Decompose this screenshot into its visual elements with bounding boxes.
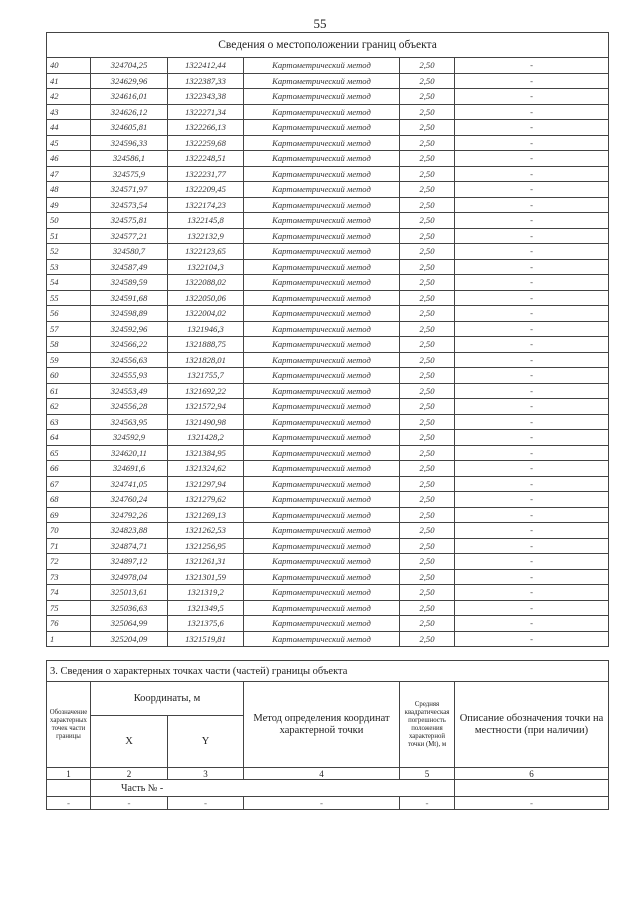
- cell-method: Картометрический метод: [244, 507, 400, 523]
- cell-coord-x: 324580,7: [91, 244, 168, 260]
- cell-accuracy: 2,50: [400, 476, 455, 492]
- col-y-header: Y: [168, 716, 244, 768]
- cell-method: Картометрический метод: [244, 631, 400, 647]
- cell-coord-y: 1322271,34: [168, 104, 244, 120]
- col-coords-header: Координаты, м: [91, 682, 244, 716]
- cell-method: Картометрический метод: [244, 228, 400, 244]
- table-row: [47, 414, 609, 430]
- cell-point-number: 59: [47, 352, 91, 368]
- table-title: Сведения о местоположении границ объекта: [47, 33, 609, 58]
- cell-description: -: [455, 430, 609, 446]
- cell-point-number: 74: [47, 585, 91, 601]
- cell-point-number: 42: [47, 89, 91, 105]
- table-row: [47, 461, 609, 477]
- cell-coord-x: 324586,1: [91, 151, 168, 167]
- table-row: [47, 275, 609, 291]
- cell-description: -: [455, 445, 609, 461]
- cell-coord-x: 324741,05: [91, 476, 168, 492]
- cell-coord-x: 324626,12: [91, 104, 168, 120]
- table-row: [47, 368, 609, 384]
- cell-point-number: 72: [47, 554, 91, 570]
- cell-accuracy: 2,50: [400, 352, 455, 368]
- cell-coord-y: 1321297,94: [168, 476, 244, 492]
- dash-cell: -: [168, 797, 244, 810]
- cell-method: Картометрический метод: [244, 538, 400, 554]
- cell-method: Картометрический метод: [244, 244, 400, 260]
- cell-method: Картометрический метод: [244, 89, 400, 105]
- cell-description: -: [455, 73, 609, 89]
- cell-description: -: [455, 228, 609, 244]
- cell-point-number: 63: [47, 414, 91, 430]
- cell-method: Картометрический метод: [244, 523, 400, 539]
- table-row: [47, 383, 609, 399]
- cell-description: -: [455, 89, 609, 105]
- cell-point-number: 41: [47, 73, 91, 89]
- cell-coord-x: 324587,49: [91, 259, 168, 275]
- table-row: [47, 290, 609, 306]
- cell-description: -: [455, 492, 609, 508]
- table-row: [47, 585, 609, 601]
- table-row: [47, 120, 609, 136]
- cell-coord-x: 324553,49: [91, 383, 168, 399]
- cell-point-number: 76: [47, 616, 91, 632]
- cell-method: Картометрический метод: [244, 321, 400, 337]
- cell-description: -: [455, 213, 609, 229]
- cell-accuracy: 2,50: [400, 399, 455, 415]
- dash-cell: -: [400, 797, 455, 810]
- table-row: [47, 476, 609, 492]
- dash-cell: -: [91, 797, 168, 810]
- cell-coord-y: 1321692,22: [168, 383, 244, 399]
- cell-accuracy: 2,50: [400, 616, 455, 632]
- cell-point-number: 54: [47, 275, 91, 291]
- cell-description: -: [455, 182, 609, 198]
- cell-accuracy: 2,50: [400, 538, 455, 554]
- cell-accuracy: 2,50: [400, 445, 455, 461]
- col-point-header: Обозначение характерных точек части границы: [47, 682, 91, 768]
- table-row: [47, 616, 609, 632]
- cell-description: -: [455, 383, 609, 399]
- cell-accuracy: 2,50: [400, 321, 455, 337]
- cell-accuracy: 2,50: [400, 151, 455, 167]
- cell-coord-x: 324616,01: [91, 89, 168, 105]
- cell-coord-x: 324555,93: [91, 368, 168, 384]
- cell-coord-y: 1321324,62: [168, 461, 244, 477]
- cell-description: -: [455, 523, 609, 539]
- cell-description: -: [455, 306, 609, 322]
- part-label: Часть № -: [91, 780, 455, 797]
- cell-description: -: [455, 337, 609, 353]
- cell-accuracy: 2,50: [400, 259, 455, 275]
- table-row: [47, 151, 609, 167]
- cell-coord-x: 324571,97: [91, 182, 168, 198]
- cell-point-number: 66: [47, 461, 91, 477]
- cell-point-number: 40: [47, 58, 91, 74]
- col-desc-header: Описание обозначения точки на местности (при наличии): [455, 682, 609, 768]
- cell-point-number: 47: [47, 166, 91, 182]
- cell-method: Картометрический метод: [244, 135, 400, 151]
- cell-coord-x: 324575,9: [91, 166, 168, 182]
- cell-coord-x: 324691,6: [91, 461, 168, 477]
- cell-method: Картометрический метод: [244, 166, 400, 182]
- cell-point-number: 75: [47, 600, 91, 616]
- cell-method: Картометрический метод: [244, 430, 400, 446]
- cell-coord-y: 1321572,94: [168, 399, 244, 415]
- cell-coord-x: 324704,25: [91, 58, 168, 74]
- cell-coord-y: 1322145,8: [168, 213, 244, 229]
- cell-method: Картометрический метод: [244, 290, 400, 306]
- cell-accuracy: 2,50: [400, 275, 455, 291]
- cell-coord-y: 1322412,44: [168, 58, 244, 74]
- boundary-coordinates-table: [46, 32, 609, 647]
- cell-method: Картометрический метод: [244, 73, 400, 89]
- table-row: [47, 228, 609, 244]
- cell-coord-x: 324591,68: [91, 290, 168, 306]
- cell-point-number: 57: [47, 321, 91, 337]
- cell-method: Картометрический метод: [244, 616, 400, 632]
- table-row: [47, 507, 609, 523]
- cell-accuracy: 2,50: [400, 197, 455, 213]
- cell-accuracy: 2,50: [400, 554, 455, 570]
- cell-coord-x: 324629,96: [91, 73, 168, 89]
- table-row: [47, 182, 609, 198]
- cell-description: -: [455, 120, 609, 136]
- cell-coord-y: 1321279,62: [168, 492, 244, 508]
- cell-point-number: 58: [47, 337, 91, 353]
- cell-point-number: 71: [47, 538, 91, 554]
- cell-method: Картометрический метод: [244, 399, 400, 415]
- cell-point-number: 64: [47, 430, 91, 446]
- cell-coord-y: 1322088,02: [168, 275, 244, 291]
- cell-coord-y: 1322104,3: [168, 259, 244, 275]
- cell-coord-y: 1322343,38: [168, 89, 244, 105]
- cell-description: -: [455, 600, 609, 616]
- cell-coord-x: 324596,33: [91, 135, 168, 151]
- cell-coord-y: 1321519,81: [168, 631, 244, 647]
- cell-method: Картометрический метод: [244, 569, 400, 585]
- page-number: 55: [313, 16, 327, 31]
- cell-accuracy: 2,50: [400, 600, 455, 616]
- cell-point-number: 43: [47, 104, 91, 120]
- cell-method: Картометрический метод: [244, 492, 400, 508]
- cell-description: -: [455, 352, 609, 368]
- cell-method: Картометрический метод: [244, 476, 400, 492]
- cell-coord-y: 1322123,65: [168, 244, 244, 260]
- table-row: [47, 492, 609, 508]
- cell-description: -: [455, 616, 609, 632]
- cell-accuracy: 2,50: [400, 507, 455, 523]
- cell-point-number: 50: [47, 213, 91, 229]
- cell-point-number: 44: [47, 120, 91, 136]
- cell-description: -: [455, 259, 609, 275]
- cell-coord-x: 324556,63: [91, 352, 168, 368]
- cell-accuracy: 2,50: [400, 383, 455, 399]
- cell-description: -: [455, 321, 609, 337]
- cell-coord-x: 324566,22: [91, 337, 168, 353]
- cell-coord-y: 1321262,53: [168, 523, 244, 539]
- table-row: [47, 104, 609, 120]
- cell-accuracy: 2,50: [400, 58, 455, 74]
- cell-method: Картометрический метод: [244, 445, 400, 461]
- cell-description: -: [455, 569, 609, 585]
- dash-cell: -: [47, 797, 91, 810]
- cell-method: Картометрический метод: [244, 383, 400, 399]
- cell-coord-x: 324577,21: [91, 228, 168, 244]
- cell-accuracy: 2,50: [400, 569, 455, 585]
- table-row: [47, 135, 609, 151]
- cell-coord-x: 325204,09: [91, 631, 168, 647]
- cell-coord-y: 1321261,31: [168, 554, 244, 570]
- table-row: [47, 631, 609, 647]
- cell-coord-y: 1321828,01: [168, 352, 244, 368]
- cell-description: -: [455, 368, 609, 384]
- cell-description: -: [455, 166, 609, 182]
- cell-coord-y: 1321375,6: [168, 616, 244, 632]
- cell-description: -: [455, 507, 609, 523]
- cell-accuracy: 2,50: [400, 368, 455, 384]
- cell-method: Картометрический метод: [244, 58, 400, 74]
- cell-method: Картометрический метод: [244, 600, 400, 616]
- cell-description: -: [455, 275, 609, 291]
- cell-coord-x: 324823,88: [91, 523, 168, 539]
- cell-point-number: 49: [47, 197, 91, 213]
- cell-accuracy: 2,50: [400, 135, 455, 151]
- cell-coord-y: 1321256,95: [168, 538, 244, 554]
- table-row: [47, 523, 609, 539]
- table-row: [47, 337, 609, 353]
- cell-coord-x: 324598,89: [91, 306, 168, 322]
- table-row: [47, 321, 609, 337]
- cell-coord-x: 324592,9: [91, 430, 168, 446]
- cell-point-number: 70: [47, 523, 91, 539]
- cell-method: Картометрический метод: [244, 120, 400, 136]
- cell-coord-y: 1321428,2: [168, 430, 244, 446]
- cell-coord-y: 1321319,2: [168, 585, 244, 601]
- cell-coord-y: 1322248,51: [168, 151, 244, 167]
- cell-point-number: 61: [47, 383, 91, 399]
- cell-description: -: [455, 244, 609, 260]
- col-number: 1: [47, 768, 91, 780]
- cell-coord-x: 324592,96: [91, 321, 168, 337]
- cell-coord-y: 1321301,59: [168, 569, 244, 585]
- cell-coord-y: 1322132,9: [168, 228, 244, 244]
- cell-coord-x: 325036,63: [91, 600, 168, 616]
- cell-method: Картометрический метод: [244, 368, 400, 384]
- cell-point-number: 53: [47, 259, 91, 275]
- section-3-title: 3. Сведения о характерных точках части (частей) границы объекта: [47, 661, 609, 682]
- cell-description: -: [455, 554, 609, 570]
- cell-accuracy: 2,50: [400, 306, 455, 322]
- cell-coord-y: 1321269,13: [168, 507, 244, 523]
- cell-point-number: 60: [47, 368, 91, 384]
- cell-coord-x: 325064,99: [91, 616, 168, 632]
- cell-coord-x: 324563,95: [91, 414, 168, 430]
- cell-accuracy: 2,50: [400, 89, 455, 105]
- cell-method: Картометрический метод: [244, 104, 400, 120]
- cell-description: -: [455, 631, 609, 647]
- col-accuracy-header: Средняя квадратическая погрешность положения характерной точки (Mt), м: [400, 682, 455, 768]
- col-number: 2: [91, 768, 168, 780]
- cell-coord-y: 1322209,45: [168, 182, 244, 198]
- dash-cell: -: [455, 797, 609, 810]
- cell-accuracy: 2,50: [400, 120, 455, 136]
- cell-coord-x: 324575,81: [91, 213, 168, 229]
- cell-description: -: [455, 290, 609, 306]
- cell-coord-y: 1321384,95: [168, 445, 244, 461]
- cell-accuracy: 2,50: [400, 492, 455, 508]
- table-row: [47, 430, 609, 446]
- cell-description: -: [455, 585, 609, 601]
- cell-point-number: 51: [47, 228, 91, 244]
- cell-coord-y: 1321490,98: [168, 414, 244, 430]
- cell-point-number: 1: [47, 631, 91, 647]
- cell-coord-y: 1321946,3: [168, 321, 244, 337]
- cell-coord-y: 1322259,68: [168, 135, 244, 151]
- table-row: [47, 600, 609, 616]
- cell-accuracy: 2,50: [400, 290, 455, 306]
- cell-accuracy: 2,50: [400, 166, 455, 182]
- cell-accuracy: 2,50: [400, 213, 455, 229]
- cell-coord-y: 1321888,75: [168, 337, 244, 353]
- cell-method: Картометрический метод: [244, 554, 400, 570]
- table-row: [47, 259, 609, 275]
- cell-description: -: [455, 414, 609, 430]
- cell-accuracy: 2,50: [400, 414, 455, 430]
- cell-coord-x: 324589,59: [91, 275, 168, 291]
- table-row: [47, 73, 609, 89]
- cell-coord-x: 325013,61: [91, 585, 168, 601]
- cell-point-number: 52: [47, 244, 91, 260]
- cell-coord-y: 1321755,7: [168, 368, 244, 384]
- col-number: 4: [244, 768, 400, 780]
- cell-accuracy: 2,50: [400, 523, 455, 539]
- cell-point-number: 73: [47, 569, 91, 585]
- cell-method: Картометрический метод: [244, 182, 400, 198]
- cell-method: Картометрический метод: [244, 213, 400, 229]
- table-row: [47, 306, 609, 322]
- cell-coord-y: 1322004,02: [168, 306, 244, 322]
- cell-coord-x: 324760,24: [91, 492, 168, 508]
- cell-point-number: 55: [47, 290, 91, 306]
- cell-coord-y: 1321349,5: [168, 600, 244, 616]
- cell-description: -: [455, 399, 609, 415]
- cell-accuracy: 2,50: [400, 73, 455, 89]
- col-number: 3: [168, 768, 244, 780]
- table-row: [47, 445, 609, 461]
- col-x-header: X: [91, 716, 168, 768]
- cell-coord-x: 324556,28: [91, 399, 168, 415]
- cell-coord-x: 324874,71: [91, 538, 168, 554]
- cell-method: Картометрический метод: [244, 414, 400, 430]
- cell-coord-x: 324605,81: [91, 120, 168, 136]
- table-row: [47, 554, 609, 570]
- cell-coord-x: 324897,12: [91, 554, 168, 570]
- table-row: [47, 399, 609, 415]
- table-row: [47, 569, 609, 585]
- cell-point-number: 56: [47, 306, 91, 322]
- col-number: 6: [455, 768, 609, 780]
- cell-point-number: 69: [47, 507, 91, 523]
- cell-coord-x: 324573,54: [91, 197, 168, 213]
- cell-point-number: 65: [47, 445, 91, 461]
- cell-method: Картометрический метод: [244, 151, 400, 167]
- cell-point-number: 48: [47, 182, 91, 198]
- cell-accuracy: 2,50: [400, 182, 455, 198]
- cell-accuracy: 2,50: [400, 631, 455, 647]
- cell-coord-x: 324978,04: [91, 569, 168, 585]
- cell-method: Картометрический метод: [244, 197, 400, 213]
- cell-description: -: [455, 151, 609, 167]
- table-row: [47, 166, 609, 182]
- table-row: [47, 538, 609, 554]
- cell-method: Картометрический метод: [244, 306, 400, 322]
- cell-description: -: [455, 538, 609, 554]
- cell-description: -: [455, 58, 609, 74]
- cell-point-number: 45: [47, 135, 91, 151]
- cell-point-number: 68: [47, 492, 91, 508]
- cell-accuracy: 2,50: [400, 244, 455, 260]
- table-row: [47, 244, 609, 260]
- dash-cell: -: [244, 797, 400, 810]
- cell-point-number: 62: [47, 399, 91, 415]
- cell-point-number: 46: [47, 151, 91, 167]
- cell-coord-y: 1322174,23: [168, 197, 244, 213]
- cell-accuracy: 2,50: [400, 430, 455, 446]
- col-number: 5: [400, 768, 455, 780]
- table-row: [47, 213, 609, 229]
- cell-method: Картометрический метод: [244, 337, 400, 353]
- table-row: [47, 89, 609, 105]
- cell-method: Картометрический метод: [244, 461, 400, 477]
- table-row: [47, 352, 609, 368]
- cell-method: Картометрический метод: [244, 259, 400, 275]
- cell-accuracy: 2,50: [400, 337, 455, 353]
- cell-description: -: [455, 461, 609, 477]
- col-method-header: Метод определения координат характерной точки: [244, 682, 400, 768]
- table-row: [47, 58, 609, 74]
- table-row: [47, 197, 609, 213]
- section-3-table: [46, 660, 609, 810]
- cell-description: -: [455, 135, 609, 151]
- cell-description: -: [455, 104, 609, 120]
- cell-point-number: 67: [47, 476, 91, 492]
- cell-method: Картометрический метод: [244, 352, 400, 368]
- cell-coord-x: 324620,11: [91, 445, 168, 461]
- cell-coord-x: 324792,26: [91, 507, 168, 523]
- cell-method: Картометрический метод: [244, 585, 400, 601]
- cell-coord-y: 1322050,06: [168, 290, 244, 306]
- cell-coord-y: 1322231,77: [168, 166, 244, 182]
- cell-accuracy: 2,50: [400, 461, 455, 477]
- cell-description: -: [455, 197, 609, 213]
- cell-accuracy: 2,50: [400, 585, 455, 601]
- cell-method: Картометрический метод: [244, 275, 400, 291]
- cell-coord-y: 1322266,13: [168, 120, 244, 136]
- cell-accuracy: 2,50: [400, 104, 455, 120]
- cell-description: -: [455, 476, 609, 492]
- cell-accuracy: 2,50: [400, 228, 455, 244]
- cell-coord-y: 1322387,33: [168, 73, 244, 89]
